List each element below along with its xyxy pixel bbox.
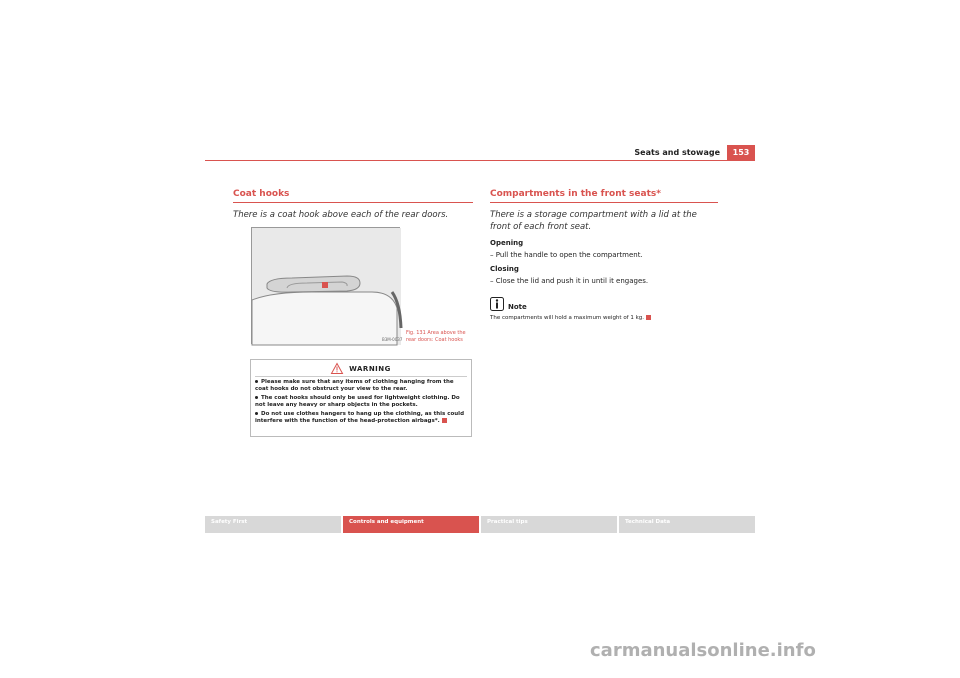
section-end-icon [442,418,447,423]
coat-hook-illustration [252,228,401,345]
footer-nav [205,516,755,533]
right-column [490,189,718,321]
warning-item: The coat hooks should only be used for lightweight clothing. Do not leave any heavy or sharp objects in the pockets. [255,395,460,408]
figure-code: B3M-0037 [382,337,403,342]
opening-label: Opening [490,239,524,247]
section-title-compartments: Compartments in the front seats* [490,189,718,203]
warning-triangle-icon [331,363,343,374]
section-title-coat-hooks: Coat hooks [233,189,473,203]
note-text: The compartments will hold a maximum weight of 1 kg. [490,315,718,321]
figure-caption: Fig. 131 Area above the rear doors: Coat hooks [406,330,466,343]
note-title: Note [508,303,527,311]
hook-highlight [322,282,328,288]
warning-item: Please make sure that any items of clothing hanging from the coat hooks do not obstruct your view to the rear. [255,379,454,392]
page-number: 153 [727,145,755,161]
warning-header [255,360,467,377]
note-header [490,297,718,311]
header-rule [205,160,755,161]
tab-technical-data[interactable]: Technical Data [619,516,755,533]
bullet-icon [255,396,258,399]
running-header: Seats and stowage [634,148,720,157]
closing-label: Closing [490,265,519,273]
figure-coat-hook [251,227,403,344]
tab-practical-tips[interactable]: Practical tips [481,516,617,533]
tab-controls-and-equipment[interactable]: Controls and equipment [343,516,479,533]
warning-box [250,359,472,437]
warning-item: Do not use clothes hangers to hang up the clothing, as this could interfere with the function of the head-protection airbags*. [255,411,465,424]
section-intro-coat-hooks: There is a coat hook above each of the rear doors. [233,210,449,220]
tab-safety-first[interactable]: Safety First [205,516,341,533]
note-info-icon [490,297,504,311]
opening-step: – Pull the handle to open the compartment. [490,251,643,259]
section-intro-compartments: There is a storage compartment with a lid at the front of each front seat. [490,210,697,232]
bullet-icon [255,380,258,383]
watermark: carmanualsonline.info [590,640,816,661]
warning-title: WARNING [349,364,391,373]
left-column [233,189,473,221]
bullet-icon [255,412,258,415]
section-end-icon [646,315,651,320]
closing-step: – Close the lid and push it in until it engages. [490,277,649,285]
